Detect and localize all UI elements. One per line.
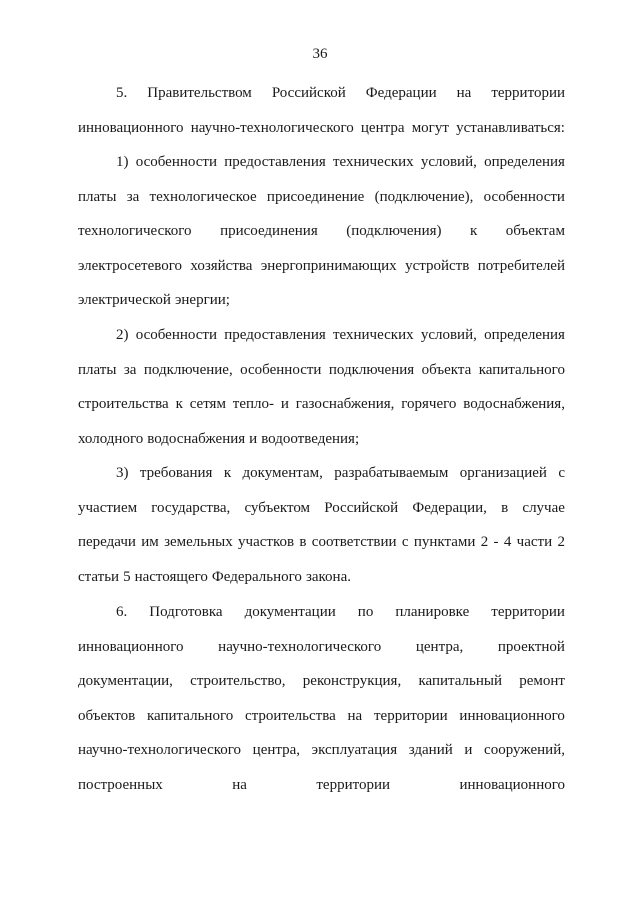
list-item-3: [78, 456, 565, 594]
list-item-2: [78, 318, 565, 456]
text-line: холодного водоснабжения и водоотведения;: [78, 430, 360, 447]
text-line: электросетевого хозяйства энергопринимающих устройств потребителей: [78, 257, 565, 274]
text-line: построенных на территории инновационного: [78, 776, 565, 793]
text-line: передачи им земельных участков в соответствии с пунктами 2 - 4 части 2: [78, 534, 565, 551]
text-line: 5. Правительством Российской Федерации на территории: [116, 85, 565, 101]
text-line: 3) требования к документам, разрабатываемым организацией с: [116, 465, 565, 481]
list-item-1: [78, 145, 565, 318]
text-line: объектов капитального строительства на территории инновационного: [78, 707, 565, 724]
text-line: 6. Подготовка документации по планировке территории: [116, 604, 565, 620]
text-line: платы за подключение, особенности подключения объекта капитального: [78, 361, 565, 378]
text-line: инновационного научно-технологического центра, проектной: [78, 638, 565, 655]
text-line: 2) особенности предоставления технических условий, определения: [116, 327, 565, 343]
text-line: строительства к сетям тепло- и газоснабжения, горячего водоснабжения,: [78, 396, 565, 413]
text-line: документации, строительство, реконструкция, капитальный ремонт: [78, 673, 565, 690]
text-line: научно-технологического центра, эксплуатация зданий и сооружений,: [78, 742, 565, 759]
text-line: статьи 5 настоящего Федерального закона.: [78, 568, 351, 585]
text-line: технологического присоединения (подключения) к объектам: [78, 223, 565, 240]
text-line: инновационного научно-технологического центра могут устанавливаться:: [78, 119, 565, 136]
text-line: платы за технологическое присоединение (подключение), особенности: [78, 188, 565, 205]
paragraph-6: [78, 595, 565, 803]
page-number: 36: [312, 46, 328, 62]
paragraph-5: [78, 76, 565, 145]
text-line: электрической энергии;: [78, 292, 230, 309]
text-line: участием государства, субъектом Российской Федерации, в случае: [78, 499, 565, 516]
text-line: 1) особенности предоставления технических условий, определения: [116, 154, 565, 170]
